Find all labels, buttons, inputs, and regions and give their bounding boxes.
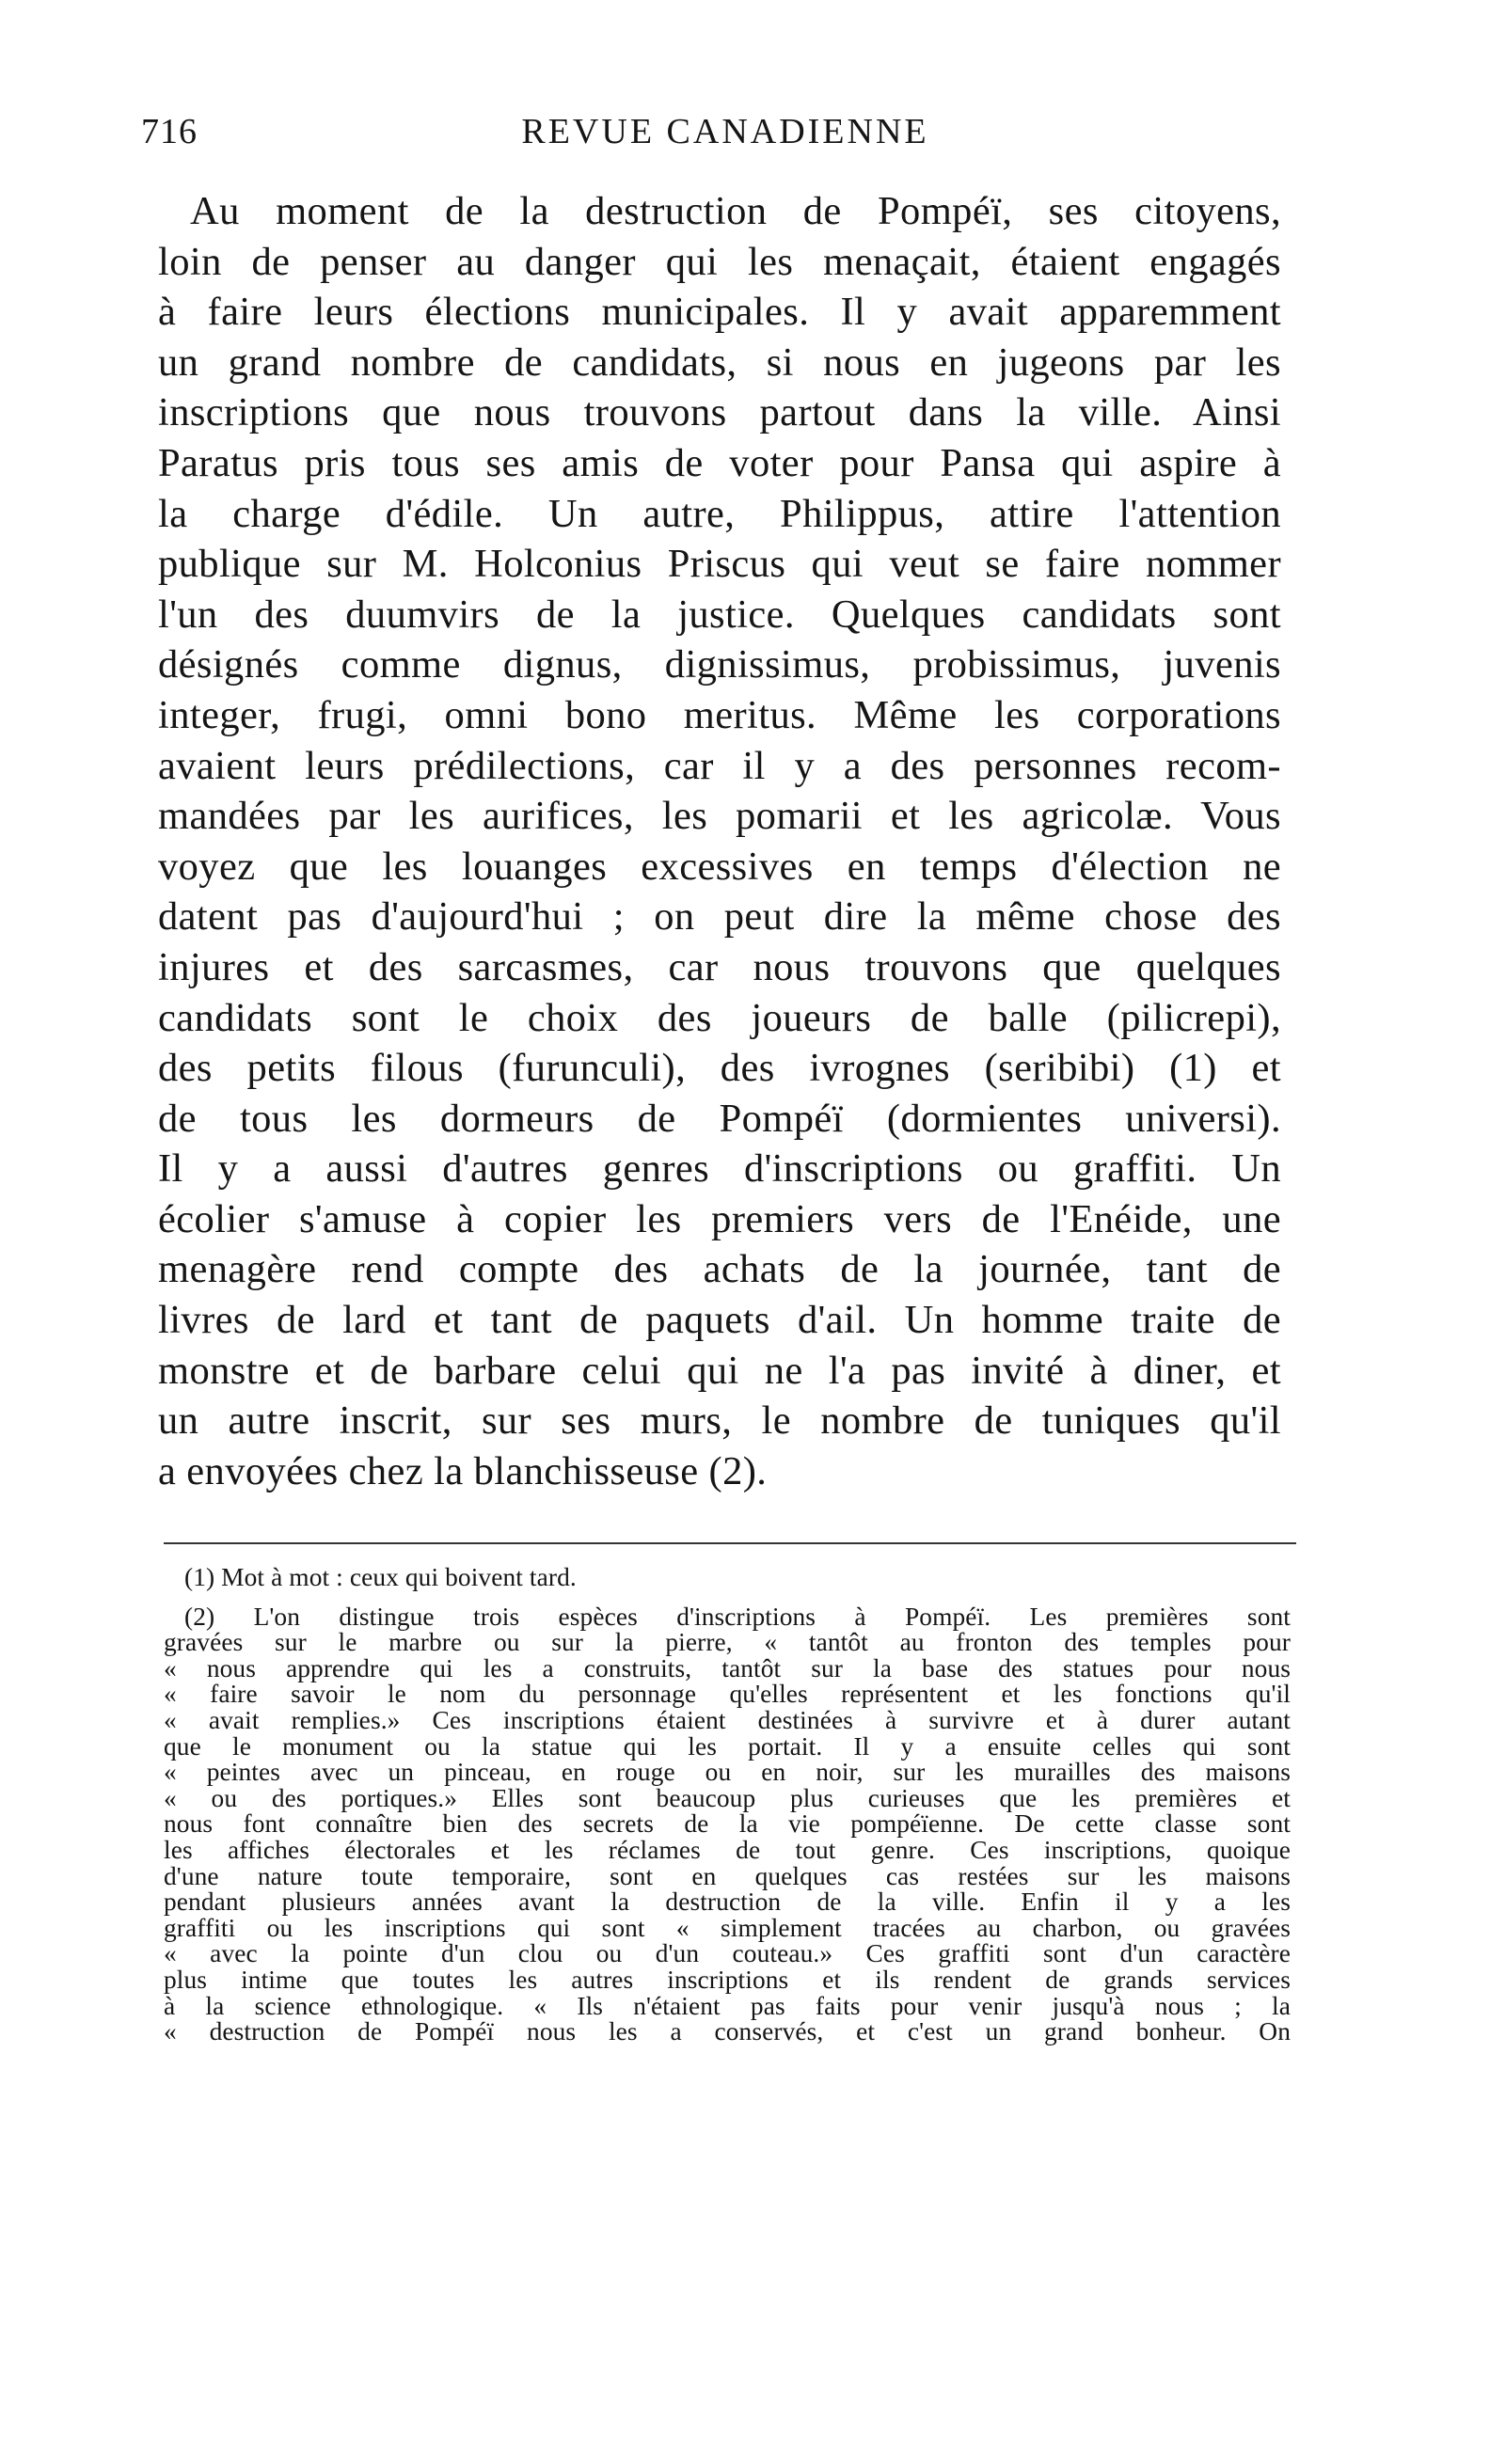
footnote-line: graffiti ou les inscriptions qui sont « simplement tracées au charbon, ou gravées (164, 1913, 1291, 1942)
body-line: candidats sont le choix des joueurs de balle (pilicrepi), (158, 995, 1281, 1040)
body-line: Paratus pris tous ses amis de voter pour Pansa qui aspire à (158, 440, 1281, 485)
body-line: monstre et de barbare celui qui ne l'a pas invité à diner, et (158, 1348, 1281, 1393)
page-header (141, 111, 1309, 167)
body-line: mandées par les aurifices, les pomarii et les agricolæ. Vous (158, 794, 1281, 839)
footnote-line: « destruction de Pompéï nous les a conservés, et c'est un grand bonheur. On (164, 2017, 1291, 2046)
footnote-line: que le monument ou la statue qui les portait. Il y a ensuite celles qui sont (164, 1731, 1291, 1761)
footnote-line: gravées sur le marbre ou sur la pierre, « tantôt au fronton des temples pour (164, 1628, 1291, 1657)
body-line: des petits filous (furunculi), des ivrognes (seribibi) (1) et (158, 1046, 1281, 1091)
body-line: avaient leurs prédilections, car il y a des personnes recom- (158, 743, 1281, 788)
page-number: 716 (141, 112, 198, 151)
footnote-line: plus intime que toutes les autres inscriptions et ils rendent de grands services (164, 1965, 1291, 1994)
body-line: à faire leurs élections municipales. Il y avait apparemment (158, 290, 1281, 335)
body-line: la charge d'édile. Un autre, Philippus, attire l'attention (158, 491, 1281, 536)
body-line: Au moment de la destruction de Pompéï, ses citoyens, (190, 189, 1281, 233)
running-title: REVUE CANADIENNE (521, 112, 929, 151)
footnote-line: les affiches électorales et les réclames de tout genre. Ces inscriptions, quoique (164, 1835, 1291, 1864)
body-text (158, 186, 1281, 1496)
footnotes (164, 1565, 1291, 2045)
footnote-1 (164, 1565, 1291, 1591)
body-line: inscriptions que nous trouvons partout dans la ville. Ainsi (158, 390, 1281, 435)
body-line: integer, frugi, omni bono meritus. Même les corporations (158, 692, 1281, 737)
footnote-line: « avec la pointe d'un clou ou d'un couteau.» Ces graffiti sont d'un caractère (164, 1939, 1291, 1968)
footnote-line: à la science ethnologique. « Ils n'étaient pas faits pour venir jusqu'à nous ; la (164, 1991, 1291, 2020)
body-line: de tous les dormeurs de Pompéï (dormientes universi). (158, 1096, 1281, 1141)
footnote-line: nous font connaître bien des secrets de la vie pompéïenne. De cette classe sont (164, 1809, 1291, 1839)
body-line: voyez que les louanges excessives en temps d'élection ne (158, 844, 1281, 889)
body-line: datent pas d'aujourd'hui ; on peut dire la même chose des (158, 894, 1281, 940)
footnote-2 (164, 1604, 1291, 2045)
body-line: un autre inscrit, sur ses murs, le nombre de tuniques qu'il (158, 1398, 1281, 1444)
footnote-line: (1) Mot à mot : ceux qui boivent tard. (184, 1563, 577, 1591)
footnote-line: « faire savoir le nom du personnage qu'elles représentent et les fonctions qu'il (164, 1680, 1291, 1709)
footnote-rule (164, 1542, 1296, 1544)
body-line: écolier s'amuse à copier les premiers vers de l'Enéide, une (158, 1196, 1281, 1241)
body-line: loin de penser au danger qui les menaçait, étaient engagés (158, 239, 1281, 284)
body-line: désignés comme dignus, dignissimus, probissimus, juvenis (158, 642, 1281, 687)
body-line: livres de lard et tant de paquets d'ail. Un homme traite de (158, 1298, 1281, 1343)
body-line: l'un des duumvirs de la justice. Quelques candidats sont (158, 592, 1281, 637)
body-line: un grand nombre de candidats, si nous en jugeons par les (158, 340, 1281, 385)
body-line: publique sur M. Holconius Priscus qui veut se faire nommer (158, 542, 1281, 587)
body-line: Il y a aussi d'autres genres d'inscriptions ou graffiti. Un (158, 1146, 1281, 1192)
footnote-line: (2) L'on distingue trois espèces d'inscriptions à Pompéï. Les premières sont (184, 1602, 1291, 1631)
footnote-line: pendant plusieurs années avant la destruction de la ville. Enfin il y a les (164, 1887, 1291, 1917)
body-line: injures et des sarcasmes, car nous trouvons que quelques (158, 944, 1281, 989)
footnote-line: « nous apprendre qui les a construits, tantôt sur la base des statues pour nous (164, 1653, 1291, 1682)
footnote-line: « avait remplies.» Ces inscriptions étaient destinées à survivre et à durer autant (164, 1705, 1291, 1734)
body-line: a envoyées chez la blanchisseuse (2). (158, 1448, 768, 1493)
footnote-line: d'une nature toute temporaire, sont en quelques cas restées sur les maisons (164, 1861, 1291, 1890)
footnote-line: « peintes avec un pinceau, en rouge ou en noir, sur les murailles des maisons (164, 1758, 1291, 1787)
body-line: menagère rend compte des achats de la journée, tant de (158, 1247, 1281, 1292)
footnote-line: « ou des portiques.» Elles sont beaucoup plus curieuses que les premières et (164, 1783, 1291, 1812)
